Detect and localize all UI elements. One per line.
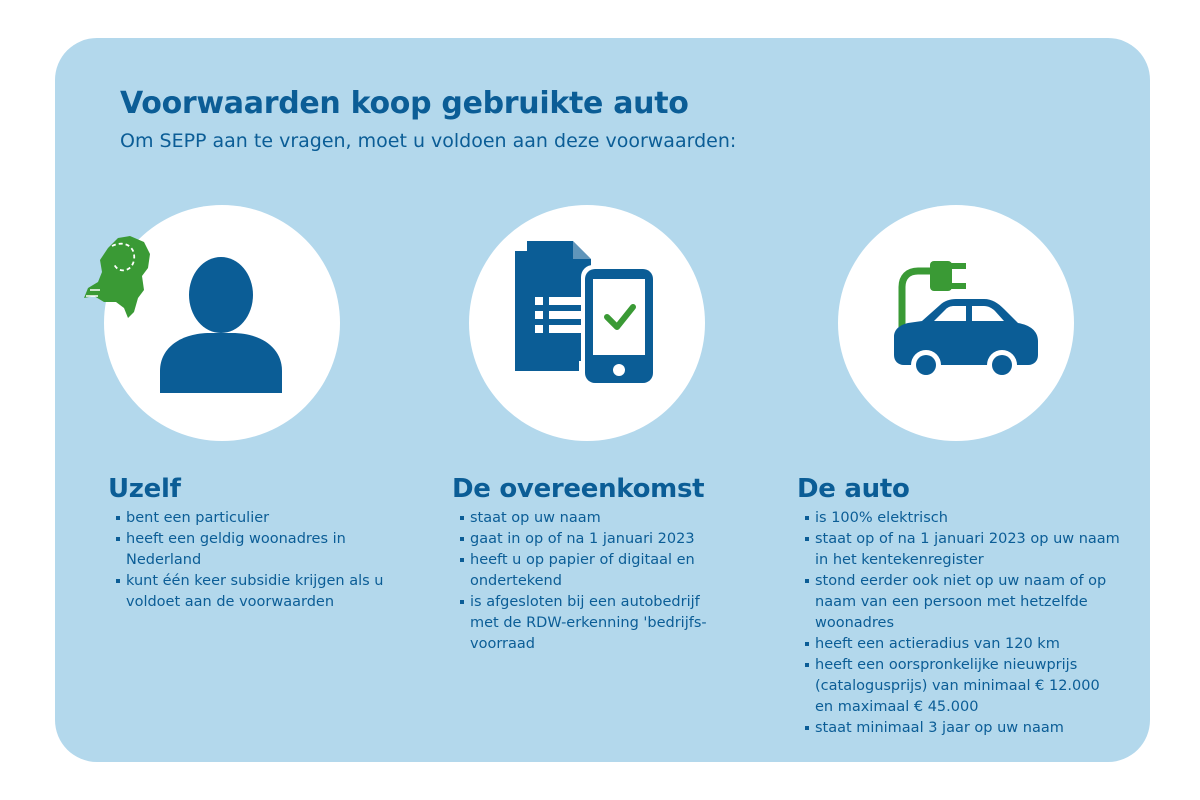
document-phone-check-icon — [469, 205, 705, 441]
list-item: kunt één keer subsidie krijgen als u voldoet aan de voorwaarden — [116, 571, 388, 613]
page-subtitle: Om SEPP aan te vragen, moet u voldoen aan deze voorwaarden: — [120, 130, 737, 152]
list-item: heeft een oorspronkelijke nieuwprijs (catalogusprijs) van minimaal € 12.000 en maximaal € 45.000 — [805, 655, 1122, 718]
column-heading: De auto — [797, 474, 910, 504]
car-circle — [838, 205, 1074, 441]
list-item: is 100% elektrisch — [805, 508, 1122, 529]
list-item: gaat in op of na 1 januari 2023 — [460, 529, 732, 550]
list-item: heeft u op papier of digitaal en ondertekend — [460, 550, 732, 592]
list-item: stond eerder ook niet op uw naam of op naam van een persoon met hetzelfde woonadres — [805, 571, 1122, 634]
list-item: staat op of na 1 januari 2023 op uw naam in het kentekenregister — [805, 529, 1122, 571]
list-item: staat minimaal 3 jaar op uw naam — [805, 718, 1122, 739]
list-item: heeft een geldig woonadres in Nederland — [116, 529, 388, 571]
netherlands-map-icon — [78, 232, 158, 322]
conditions-list — [452, 508, 732, 655]
electric-car-plug-icon — [838, 205, 1074, 441]
page-title: Voorwaarden koop gebruikte auto — [120, 86, 689, 121]
column-uzelf — [108, 474, 388, 613]
conditions-list — [797, 508, 1122, 739]
column-heading: Uzelf — [108, 474, 181, 504]
conditions-list — [108, 508, 388, 613]
agreement-circle — [469, 205, 705, 441]
list-item: staat op uw naam — [460, 508, 732, 529]
column-heading: De overeenkomst — [452, 474, 705, 504]
list-item: heeft een actieradius van 120 km — [805, 634, 1122, 655]
list-item: bent een particulier — [116, 508, 388, 529]
list-item: is afgesloten bij een autobedrijf met de RDW-erkenning 'bedrijfs-voorraad — [460, 592, 732, 655]
column-auto — [797, 474, 1122, 739]
column-overeenkomst — [452, 474, 732, 655]
